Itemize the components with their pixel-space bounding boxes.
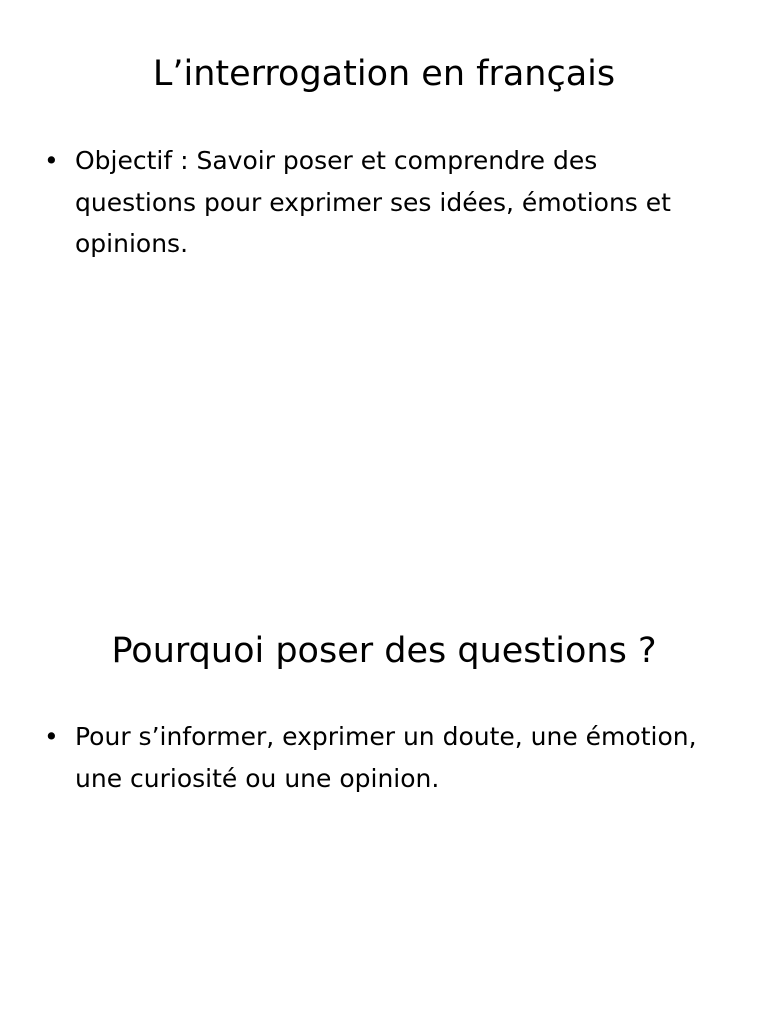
bullet-dot-icon: •: [44, 146, 59, 175]
bullet-item: [44, 140, 724, 265]
bullet-list: [44, 716, 724, 799]
bullet-list: [44, 140, 724, 265]
bullet-text: Objectif : Savoir poser et comprendre des questions pour exprimer ses idées, émotions et opinions.: [75, 146, 671, 258]
bullet-dot-icon: •: [44, 722, 59, 751]
slide-2: [0, 578, 768, 1024]
slide-title: Pourquoi poser des questions ?: [111, 631, 657, 671]
slide-title: L’interrogation en français: [152, 54, 616, 94]
bullet-item: [44, 716, 724, 799]
bullet-text: Pour s’informer, exprimer un doute, une émotion, une curiosité ou une opinion.: [75, 722, 697, 793]
